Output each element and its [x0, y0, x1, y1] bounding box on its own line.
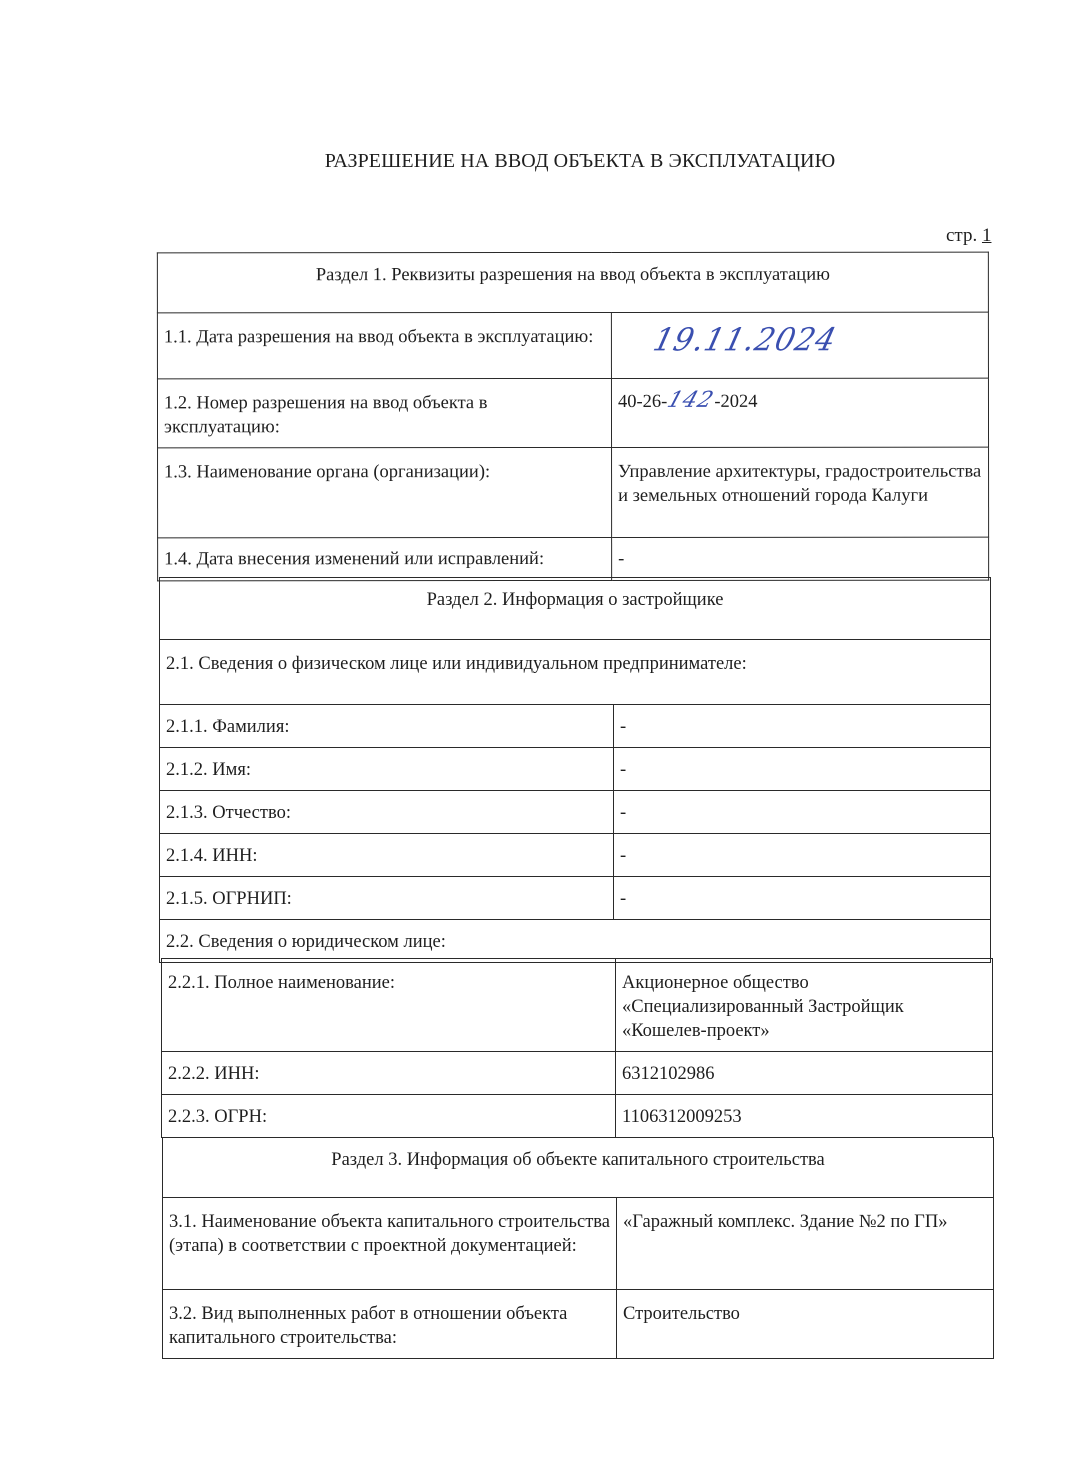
- legal-entity-table: [161, 958, 993, 1138]
- row-label: 2.1.2. Имя:: [160, 748, 614, 791]
- page-label: стр.: [946, 225, 978, 246]
- row-value: «Гаражный комплекс. Здание №2 по ГП»: [617, 1198, 994, 1290]
- table-row: [163, 1290, 994, 1359]
- row-label: 1.1. Дата разрешения на ввод объекта в эксплуатацию:: [157, 312, 611, 378]
- subsection-heading-row: [160, 920, 991, 963]
- section-heading-row: [163, 1138, 994, 1198]
- row-label: 2.2.2. ИНН:: [162, 1052, 616, 1095]
- legal-heading: 2.2. Сведения о юридическом лице:: [160, 920, 991, 963]
- row-label: 3.2. Вид выполненных работ в отношении объекта капитального строительства:: [163, 1290, 617, 1359]
- row-value: -: [614, 748, 991, 791]
- section-1-table: [157, 252, 989, 582]
- individual-heading: 2.1. Сведения о физическом лице или индивидуальном предпринимателе:: [160, 640, 991, 705]
- row-value: Управление архитектуры, градостроительства и земельных отношений города Калуги: [612, 447, 989, 537]
- row-label: 3.1. Наименование объекта капитального строительства (этапа) в соответствии с проектной документацией:: [163, 1198, 617, 1290]
- row-value: -: [612, 537, 989, 580]
- row-value: Строительство: [617, 1290, 994, 1359]
- section-1-heading: Раздел 1. Реквизиты разрешения на ввод объекта в эксплуатацию: [157, 252, 988, 313]
- permit-number-value: [611, 378, 988, 447]
- table-row: [160, 748, 991, 791]
- table-row: [160, 834, 991, 877]
- row-value: 6312102986: [616, 1052, 993, 1095]
- subsection-heading-row: [160, 640, 991, 705]
- document-title: РАЗРЕШЕНИЕ НА ВВОД ОБЪЕКТА В ЭКСПЛУАТАЦИЮ: [324, 150, 836, 172]
- table-row: [160, 705, 991, 748]
- page-number-value: 1: [981, 225, 992, 246]
- permit-number-suffix: -2024: [714, 391, 758, 412]
- row-value: -: [614, 705, 991, 748]
- table-row: [160, 877, 991, 920]
- row-value: -: [614, 834, 991, 877]
- table-row: [158, 447, 989, 538]
- row-label: 2.2.1. Полное наименование:: [162, 959, 616, 1052]
- section-heading-row: [160, 578, 991, 640]
- row-value: -: [614, 791, 991, 834]
- permit-number-prefix: 40-26-: [617, 391, 668, 412]
- table-row: [160, 791, 991, 834]
- table-row: [162, 1052, 993, 1095]
- permit-date-value: [611, 312, 988, 378]
- row-value: 1106312009253: [616, 1095, 993, 1138]
- section-2-table: [159, 577, 991, 963]
- table-row: [162, 1095, 993, 1138]
- row-label: 1.4. Дата внесения изменений или исправлений:: [158, 537, 612, 580]
- section-3-heading: Раздел 3. Информация об объекте капитального строительства: [163, 1138, 994, 1198]
- section-2-heading: Раздел 2. Информация о застройщике: [160, 578, 991, 640]
- row-value: -: [614, 877, 991, 920]
- table-row: [158, 537, 989, 581]
- row-label: 1.2. Номер разрешения на ввод объекта в эксплуатацию:: [157, 378, 611, 447]
- table-row: [157, 378, 988, 448]
- table-row: [162, 959, 993, 1052]
- row-label: 2.1.1. Фамилия:: [160, 705, 614, 748]
- handwritten-date: 19.11.2024: [649, 321, 841, 359]
- row-label: 2.2.3. ОГРН:: [162, 1095, 616, 1138]
- table-row: [157, 312, 988, 379]
- section-heading-row: [157, 252, 988, 313]
- table-row: [163, 1198, 994, 1290]
- row-label: 2.1.3. Отчество:: [160, 791, 614, 834]
- section-3-table: [162, 1137, 994, 1359]
- row-label: 2.1.5. ОГРНИП:: [160, 877, 614, 920]
- row-value: Акционерное общество «Специализированный Застройщик «Кошелев-проект»: [616, 959, 993, 1052]
- handwritten-number: 142: [664, 387, 718, 413]
- row-label: 1.3. Наименование органа (организации):: [158, 447, 612, 537]
- row-label: 2.1.4. ИНН:: [160, 834, 614, 877]
- page-number: [946, 225, 991, 247]
